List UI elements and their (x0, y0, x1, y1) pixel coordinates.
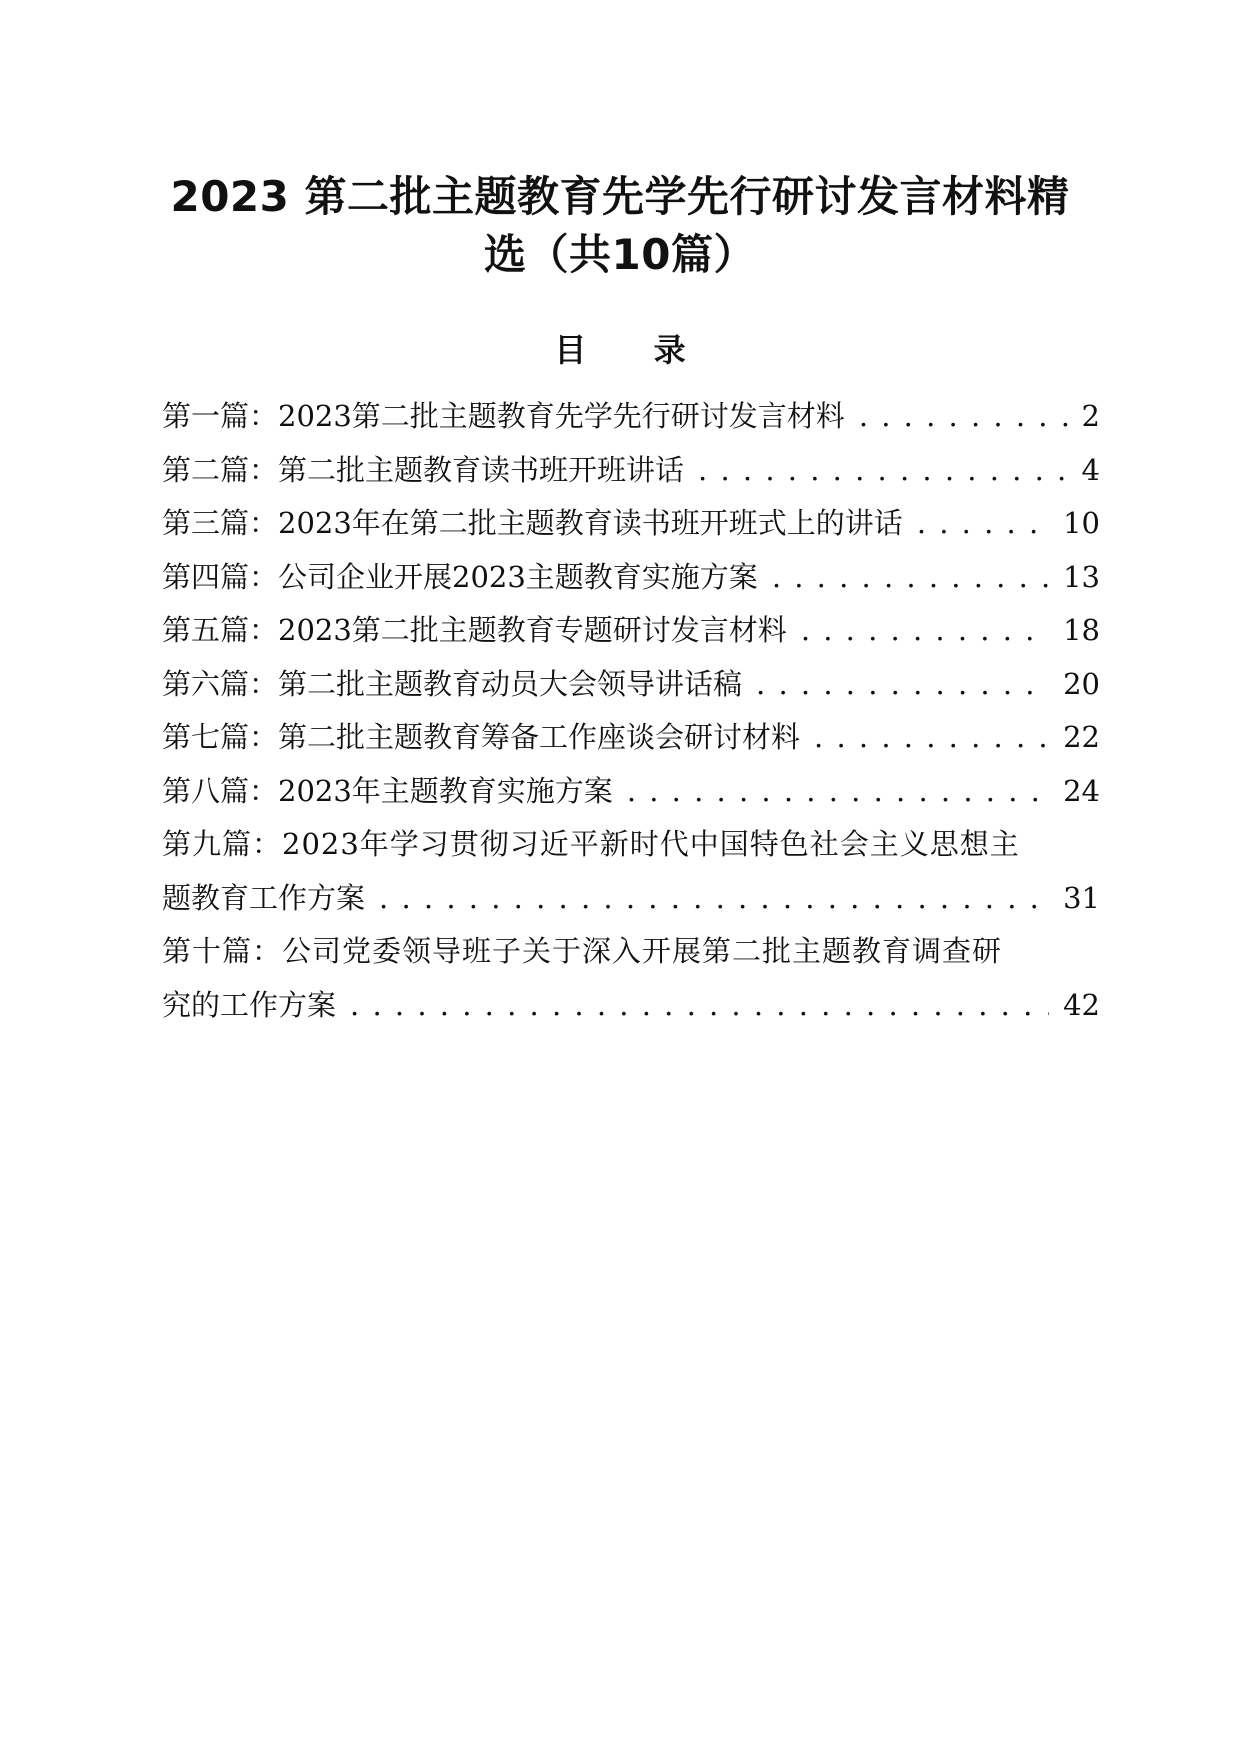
toc-item-5[interactable] (162, 604, 1100, 658)
toc-item-2[interactable] (162, 444, 1100, 498)
toc-leader-dots (772, 551, 1049, 605)
toc-item-7[interactable] (162, 711, 1100, 765)
toc-item-page: 18 (1063, 613, 1100, 647)
toc-item-label: 第五篇：2023第二批主题教育专题研讨发言材料 (162, 613, 787, 647)
toc-item-10[interactable] (162, 925, 1100, 1032)
toc-item-4[interactable] (162, 551, 1100, 605)
toc-item-page: 20 (1063, 666, 1100, 701)
toc-leader-dots (814, 711, 1049, 765)
table-of-contents (162, 390, 1100, 1032)
toc-item-label: 第十篇：公司党委领导班子关于深入开展第二批主题教育调查研 (162, 934, 1003, 968)
toc-item-label: 第七篇：第二批主题教育筹备工作座谈会研讨材料 (162, 720, 801, 754)
toc-item-page: 31 (1063, 880, 1100, 915)
toc-item-label: 第二篇：第二批主题教育读书班开班讲话 (162, 452, 685, 487)
toc-item-page: 42 (1063, 987, 1100, 1022)
toc-leader-dots (756, 658, 1049, 712)
toc-item-8[interactable] (162, 765, 1100, 819)
toc-item-page: 24 (1063, 773, 1100, 808)
toc-item-label-continuation: 题教育工作方案 (162, 880, 366, 915)
toc-item-page: 4 (1081, 452, 1100, 487)
toc-item-page: 10 (1063, 506, 1100, 540)
toc-leader-dots (627, 765, 1049, 819)
toc-item-1[interactable] (162, 390, 1100, 444)
toc-item-label: 第八篇：2023年主题教育实施方案 (162, 773, 613, 808)
toc-item-page: 22 (1063, 720, 1100, 754)
toc-leader-dots (379, 872, 1049, 926)
toc-item-3[interactable] (162, 497, 1100, 551)
toc-item-label: 第九篇：2023年学习贯彻习近平新时代中国特色社会主义思想主 (162, 827, 1020, 861)
toc-item-label-continuation: 究的工作方案 (162, 987, 337, 1022)
toc-item-label: 第四篇：公司企业开展2023主题教育实施方案 (162, 559, 758, 594)
toc-leader-dots (859, 390, 1068, 444)
toc-item-label: 第六篇：第二批主题教育动员大会领导讲话稿 (162, 666, 743, 701)
toc-leader-dots (350, 979, 1049, 1033)
toc-leader-dots (801, 604, 1049, 658)
toc-item-6[interactable] (162, 658, 1100, 712)
toc-item-label: 第三篇：2023年在第二批主题教育读书班开班式上的讲话 (162, 506, 903, 540)
toc-item-page: 2 (1081, 399, 1100, 433)
toc-item-label: 第一篇：2023第二批主题教育先学先行研讨发言材料 (162, 399, 845, 433)
document-title: 2023 第二批主题教育先学先行研讨发言材料精选（共10篇） (170, 172, 1070, 279)
toc-leader-dots (917, 497, 1049, 551)
toc-item-9[interactable] (162, 818, 1100, 925)
toc-leader-dots (698, 444, 1068, 498)
toc-item-page: 13 (1063, 559, 1100, 594)
toc-heading: 目 录 (554, 331, 714, 369)
